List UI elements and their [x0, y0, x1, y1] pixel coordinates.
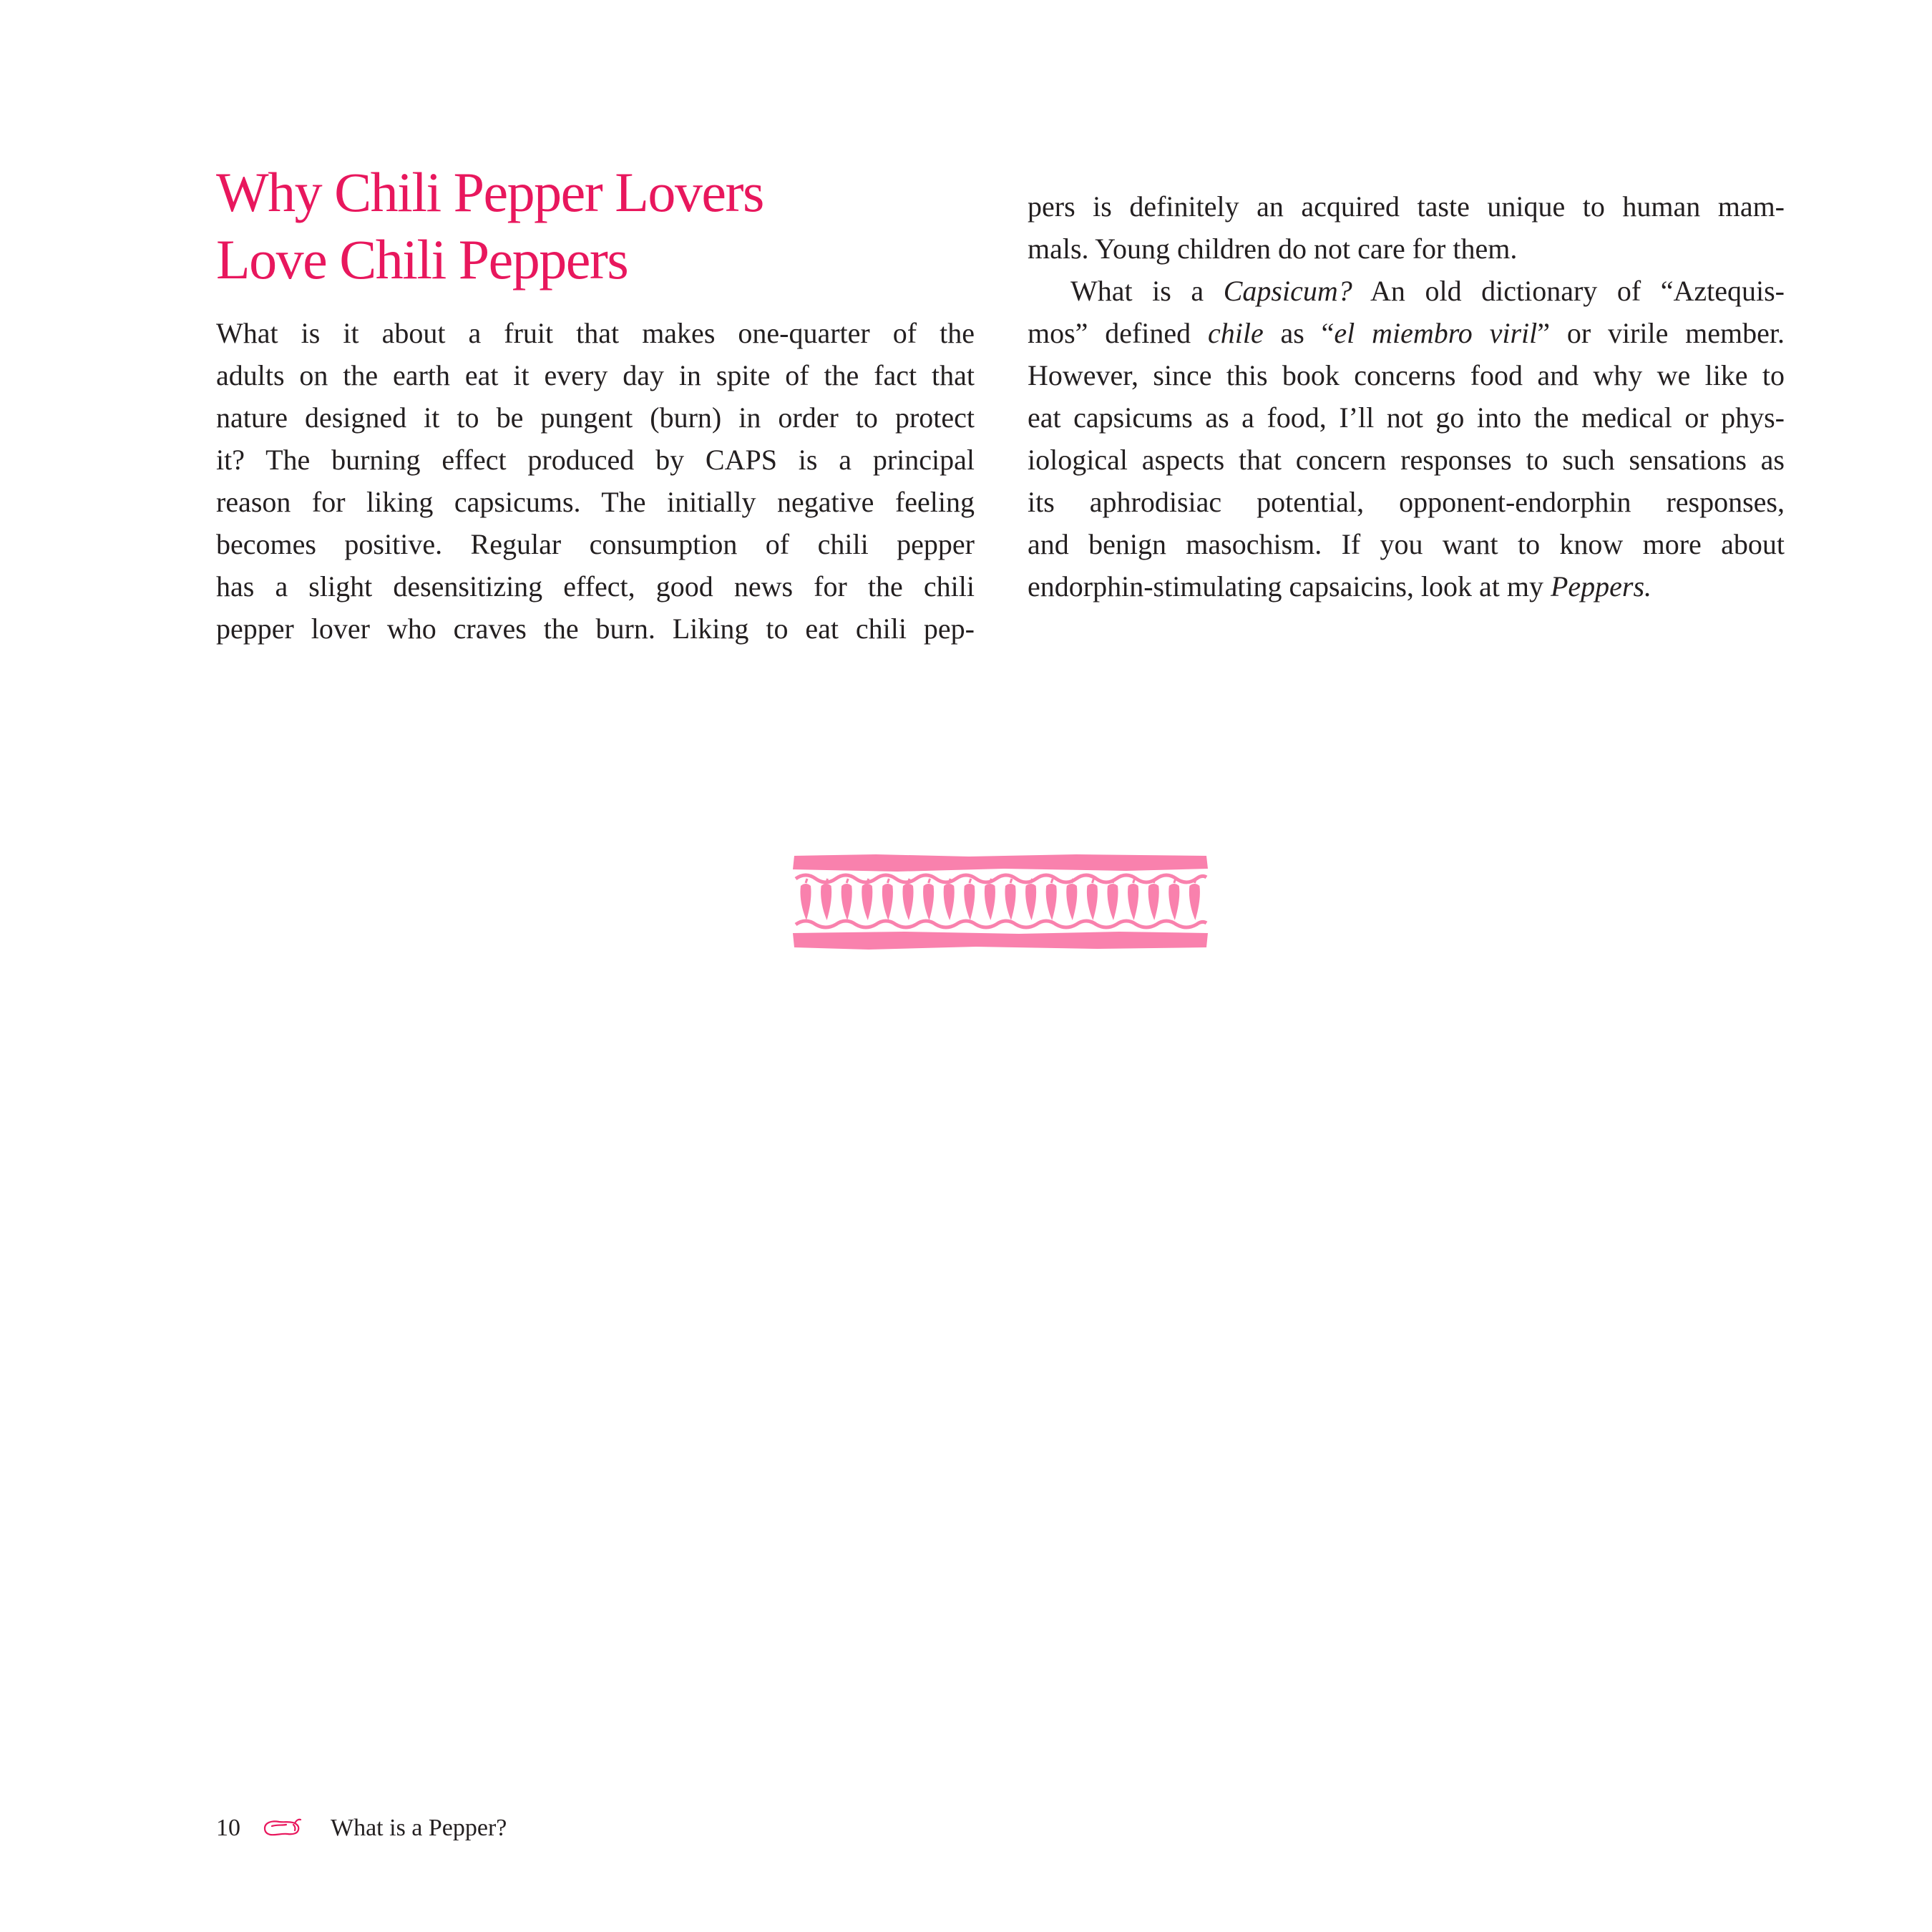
text-line: pepper lover who craves the burn. Liking to eat chili pep-	[216, 613, 975, 645]
ornament-pepper-stem	[1174, 879, 1176, 883]
ornament-pepper-stem	[806, 879, 807, 883]
text-line: and benign masochism. If you want to know more about	[1028, 528, 1785, 560]
text-line: What is it about a fruit that makes one-quarter of the	[216, 317, 975, 349]
text-line: nature designed it to be pungent (burn) in order to protect	[216, 401, 975, 434]
text-line: it? The burning effect produced by CAPS is a principal	[216, 444, 975, 476]
ornament-pepper-stem	[970, 879, 971, 883]
ornament-pepper	[985, 884, 995, 920]
italic-term-chile: chile	[1207, 317, 1264, 349]
ornament-pepper	[902, 884, 913, 920]
text-line: its aphrodisiac potential, opponent-endorphin responses,	[1028, 486, 1785, 518]
text-line	[1028, 312, 1785, 354]
ornament-pepper	[862, 884, 872, 920]
ornament-pepper	[1005, 884, 1015, 920]
heading-line-2: Love Chili Peppers	[216, 228, 628, 291]
text-run: An old dictionary of “Aztequis-	[1352, 275, 1785, 307]
ornament-pepper	[841, 884, 852, 920]
right-paragraph-1	[1028, 185, 1785, 270]
text-line	[1028, 270, 1785, 312]
ornament-pepper	[1189, 884, 1200, 920]
text-line: becomes positive. Regular consumption of chili pepper	[216, 528, 975, 560]
ornament-pepper	[1169, 884, 1179, 920]
ornament-pepper-row	[800, 879, 1199, 920]
text-line: However, since this book concerns food and why we like to	[1028, 359, 1785, 391]
ornament-pepper	[882, 884, 893, 920]
ornament-pepper	[1107, 884, 1118, 920]
ornament-upper-scallop	[796, 875, 1206, 882]
heading-line-1: Why Chili Pepper Lovers	[216, 161, 763, 223]
italic-term-capsicum: Capsicum?	[1223, 275, 1352, 307]
ornament-pepper-stem	[867, 879, 869, 883]
ornament-pepper	[1087, 884, 1098, 920]
ornament-pepper-stem	[929, 879, 930, 883]
ornament-pepper-stem	[1010, 879, 1012, 883]
text-line: pers is definitely an acquired taste unique to human mam-	[1028, 190, 1785, 223]
text-line: iological aspects that concern responses to such sensations as	[1028, 444, 1785, 476]
ornament-bottom-band	[793, 932, 1208, 950]
page-footer	[216, 1810, 507, 1846]
text-run: ” or virile member.	[1537, 317, 1785, 349]
ornament-pepper-stem	[1031, 879, 1033, 883]
left-paragraph	[216, 312, 975, 650]
text-line: reason for liking capsicums. The initially negative feeling	[216, 486, 975, 518]
ornament-pepper	[821, 884, 831, 920]
ornament-pepper-stem	[949, 879, 950, 883]
right-column	[1028, 185, 1785, 608]
ornament-pepper	[800, 884, 811, 920]
ornament-pepper-stem	[826, 879, 828, 883]
right-paragraph-2	[1028, 270, 1785, 608]
ornament-pepper-stem	[1194, 879, 1196, 883]
text-line	[1028, 565, 1785, 608]
pepper-icon	[262, 1816, 302, 1840]
ornament-pepper-stem	[1072, 879, 1073, 883]
ornament-pepper	[944, 884, 955, 920]
text-line: mals. Young children do not care for them.	[1028, 233, 1518, 265]
text-line: adults on the earth eat it every day in spite of the fact that	[216, 359, 975, 391]
ornament-pepper	[964, 884, 975, 920]
text-run: endorphin-stimulating capsaicins, look at my	[1028, 570, 1551, 602]
ornament-lower-scallop	[796, 921, 1206, 927]
section-title: What is a Pepper?	[331, 1815, 507, 1841]
ornament-pepper-stem	[1092, 879, 1093, 883]
ornament-pepper-stem	[1153, 879, 1155, 883]
text-line: eat capsicums as a food, I’ll not go into the medical or phys-	[1028, 401, 1785, 434]
pepper-border-ornament-icon	[790, 853, 1211, 950]
ornament-pepper-stem	[1133, 879, 1135, 883]
left-column	[216, 312, 975, 650]
ornament-top-band	[793, 854, 1208, 872]
italic-title-peppers: Peppers.	[1550, 570, 1652, 602]
ornament-pepper-stem	[1051, 879, 1053, 883]
text-run: as “	[1263, 317, 1335, 349]
ornament-pepper	[1066, 884, 1077, 920]
ornament-pepper	[923, 884, 934, 920]
ornament-pepper	[1025, 884, 1036, 920]
ornament-pepper-stem	[847, 879, 848, 883]
page-number: 10	[216, 1815, 240, 1841]
text-run: mos” defined	[1028, 317, 1208, 349]
ornament-pepper-stem	[990, 879, 991, 883]
ornament-pepper	[1128, 884, 1138, 920]
ornament-pepper-stem	[1113, 879, 1114, 883]
ornament-pepper	[1046, 884, 1057, 920]
text-run: What is a	[1070, 275, 1224, 307]
italic-term-miembro: el miembro viril	[1334, 317, 1538, 349]
ornament-pepper	[1148, 884, 1159, 920]
ornament-pepper-stem	[908, 879, 909, 883]
ornament-pepper-stem	[887, 879, 889, 883]
section-heading	[216, 159, 989, 293]
text-line: has a slight desensitizing effect, good news for the chili	[216, 570, 975, 602]
